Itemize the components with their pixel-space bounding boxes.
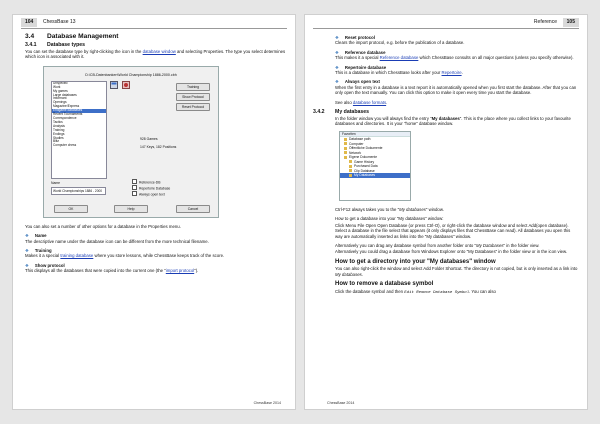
name-input[interactable]: World Championships 1886 - 2000 <box>51 187 106 195</box>
repertoire-db-checkbox[interactable]: Repertoire Database <box>132 185 170 192</box>
ok-button[interactable]: OK <box>54 205 88 213</box>
option-text-show-protocol: This displays all the databases that were copied into the current one (the "import protocol"). <box>25 268 199 274</box>
type-icon <box>122 81 130 89</box>
reset-protocol-button[interactable]: Reset Protocol <box>176 103 210 111</box>
option-heading-name: ❖ Name <box>25 233 47 239</box>
list-item[interactable]: Training <box>53 127 65 132</box>
tree-item[interactable]: My Databases <box>340 173 410 178</box>
dialog-path: D:\CB-Datenbanken\World Championship 1886-2000.cbh <box>85 72 177 77</box>
list-item[interactable]: Work <box>53 84 61 89</box>
option-text-always-open-text: When the first entry in a database is a text report it is automatically opened when you first start the database. After that you can only open the text manually. You can click this option to make it open every time you start the database. <box>335 84 577 96</box>
right-page <box>304 14 588 410</box>
cancel-button[interactable]: Cancel <box>176 205 210 213</box>
section-heading: 3.4 Database Management <box>25 33 119 40</box>
bullet-icon: ❖ <box>335 79 339 85</box>
list-item[interactable]: Tactics <box>53 119 63 124</box>
list-item[interactable]: Correspondence <box>53 115 77 120</box>
folder-tree-window <box>339 131 411 201</box>
keys-count: 147 Keys, 182 Positions <box>140 144 177 149</box>
option-heading-show-protocol: ❖ Show protocol <box>25 262 65 268</box>
tree-item[interactable]: Computer <box>340 142 410 147</box>
option-text-training: Makes it a special training database where you store lessons, while ChessBase keeps track of the score. <box>25 253 225 259</box>
option-text-reference-db: This makes it a special Reference database which ChessBase consults on all major questions (unless you specify otherwise). <box>335 55 574 61</box>
option-heading-reset-protocol: ❖ Reset protocol <box>335 35 375 40</box>
page-header <box>313 18 579 29</box>
left-content <box>25 33 287 278</box>
list-item[interactable]: Unspecific <box>53 80 68 85</box>
intro-paragraph: You can set the database type by right-clicking the icon in the database window and selecting Properties. The type you select determines which icon is associated with it. <box>25 49 286 60</box>
folder-icon <box>349 165 352 168</box>
import-protocol-link[interactable]: import protocol <box>165 268 195 274</box>
directory-paragraph: You can also right-click the window and select Add Folder Shortcut. The directory is not copied, but is only inserted as a link into My databases. <box>335 266 578 277</box>
list-item[interactable]: Large databases <box>53 92 77 97</box>
tree-item[interactable]: Eigene Dokumente <box>340 155 410 160</box>
bullet-icon: ❖ <box>335 35 339 40</box>
tree-item[interactable]: Game History <box>340 160 410 165</box>
page-number: 104 <box>21 18 37 27</box>
my-databases-intro: In the folder window you will always find the entry "My databases". This is the place where you collect links to your favourite databases and directories. It is your "home" database window. <box>335 116 571 127</box>
show-protocol-button[interactable]: Show Protocol <box>176 93 210 101</box>
after-dialog-paragraph: You can also set a number of other options for a database in the Properties menu. <box>25 223 181 229</box>
option-text-name: The descriptive name under the database icon can be different from the more technical filename. <box>25 238 209 244</box>
list-item[interactable]: Analysis <box>53 123 65 128</box>
option-heading-training: ❖ Training <box>25 248 52 254</box>
database-formats-link[interactable]: database formats <box>352 99 387 105</box>
games-count: 928 Games <box>140 136 158 141</box>
tree-item[interactable]: Database path <box>340 137 410 142</box>
list-item[interactable]: Informant <box>53 96 67 101</box>
option-text-reset-protocol: Clears the import protocol, e.g. before the publication of a database. <box>335 40 465 46</box>
tree-item[interactable]: Öffentliche Dokumente <box>340 146 410 151</box>
heading-directory: How to get a directory into your "My databases" window <box>335 258 496 265</box>
page-footer: ChessBase 2014 <box>253 401 281 405</box>
option-text-repertoire-db: This is a database in which ChessBase looks after your Repertoire. <box>335 70 463 76</box>
bullet-icon: ❖ <box>25 262 29 268</box>
database-type-list[interactable] <box>51 81 107 179</box>
option-heading-reference-db: ❖ Reference database <box>335 49 386 55</box>
tree-title: Favoriten <box>340 132 410 138</box>
tree-item[interactable]: Network <box>340 151 410 156</box>
folder-icon <box>349 169 352 172</box>
list-item[interactable]: Endgame databases <box>52 109 106 113</box>
how-get-paragraph: How to get a database into your "My databases" window: <box>335 216 444 222</box>
database-window-link[interactable]: database window <box>142 49 176 54</box>
bullet-icon: ❖ <box>25 233 29 239</box>
training-database-link[interactable]: training database <box>60 253 94 259</box>
page-number: 105 <box>563 18 579 27</box>
subsection-heading: 3.4.1 Database types <box>25 42 86 48</box>
header-title: Reference <box>533 19 557 25</box>
bullet-icon: ❖ <box>335 64 339 70</box>
list-item[interactable]: Recent Tournaments <box>53 112 83 117</box>
page-header <box>21 18 287 29</box>
tree-item[interactable]: Clip Database <box>340 169 410 174</box>
list-item[interactable]: Studies <box>53 135 64 140</box>
option-heading-always-open-text: ❖ Always open text <box>335 79 380 85</box>
left-page <box>12 14 296 410</box>
how-get-steps: Click Menu File Open Open Database (or press Ctrl-O), or right-click the database window and select Add(open database). Select a database in the file select that appears (it only displays files that ChessBase can read). All databases you open this way are automatically inserted as links into the "My databases" window. <box>335 222 571 239</box>
heading-remove: How to remove a database symbol <box>335 281 434 288</box>
list-item[interactable]: Computer chess <box>53 143 77 148</box>
folder-icon <box>344 142 347 145</box>
remove-paragraph: Click the database symbol and then Edit Remove Database Symbol. You can also <box>335 288 496 295</box>
reference-db-checkbox[interactable]: Reference-DB <box>132 179 160 186</box>
bullet-icon: ❖ <box>25 248 29 254</box>
folder-icon <box>349 174 352 177</box>
alternative-paragraph: Alternatively you can drag any database symbol from another folder onto "My Databases" in the folder view. <box>335 242 540 248</box>
header-title: ChessBase 13 <box>43 19 76 25</box>
help-button[interactable]: Help <box>114 205 148 213</box>
always-open-text-checkbox[interactable]: Always open text <box>132 191 165 198</box>
ctrl-f12-paragraph: Ctrl-F12 always takes you to the "My databases" window. <box>335 206 444 212</box>
list-item[interactable]: My games <box>53 88 68 93</box>
subsection-heading: 3.4.2 My databases <box>313 109 370 116</box>
folder-icon <box>349 160 352 163</box>
database-icon <box>110 81 118 89</box>
training-button[interactable]: Training <box>176 83 210 91</box>
page-footer: ChessBase 2014 <box>327 401 355 405</box>
list-item[interactable]: Magazine/Express <box>53 104 80 109</box>
list-item[interactable]: Blitz <box>53 139 60 144</box>
see-also: See also database formats. <box>335 99 388 105</box>
option-heading-repertoire-db: ❖ Repertoire database <box>335 64 387 70</box>
reference-database-link[interactable]: Reference database <box>379 55 419 61</box>
right-content <box>313 33 579 300</box>
folder-icon <box>344 138 347 141</box>
folder-icon <box>344 151 347 154</box>
properties-dialog <box>43 66 219 218</box>
list-item[interactable]: Endings <box>53 131 65 136</box>
name-label: Name <box>51 180 61 185</box>
repertoire-link[interactable]: Repertoire <box>441 70 462 76</box>
bullet-icon: ❖ <box>335 49 339 55</box>
folder-icon <box>344 147 347 150</box>
folder-icon <box>344 156 347 159</box>
alternative-paragraph-2: Alternatively you could drag a database from Windows Explorer onto "My Databases" in the folder view or in the icon view. <box>335 249 568 255</box>
list-item[interactable]: Openings <box>53 100 67 105</box>
tree-item[interactable]: Purchased Data <box>340 164 410 169</box>
